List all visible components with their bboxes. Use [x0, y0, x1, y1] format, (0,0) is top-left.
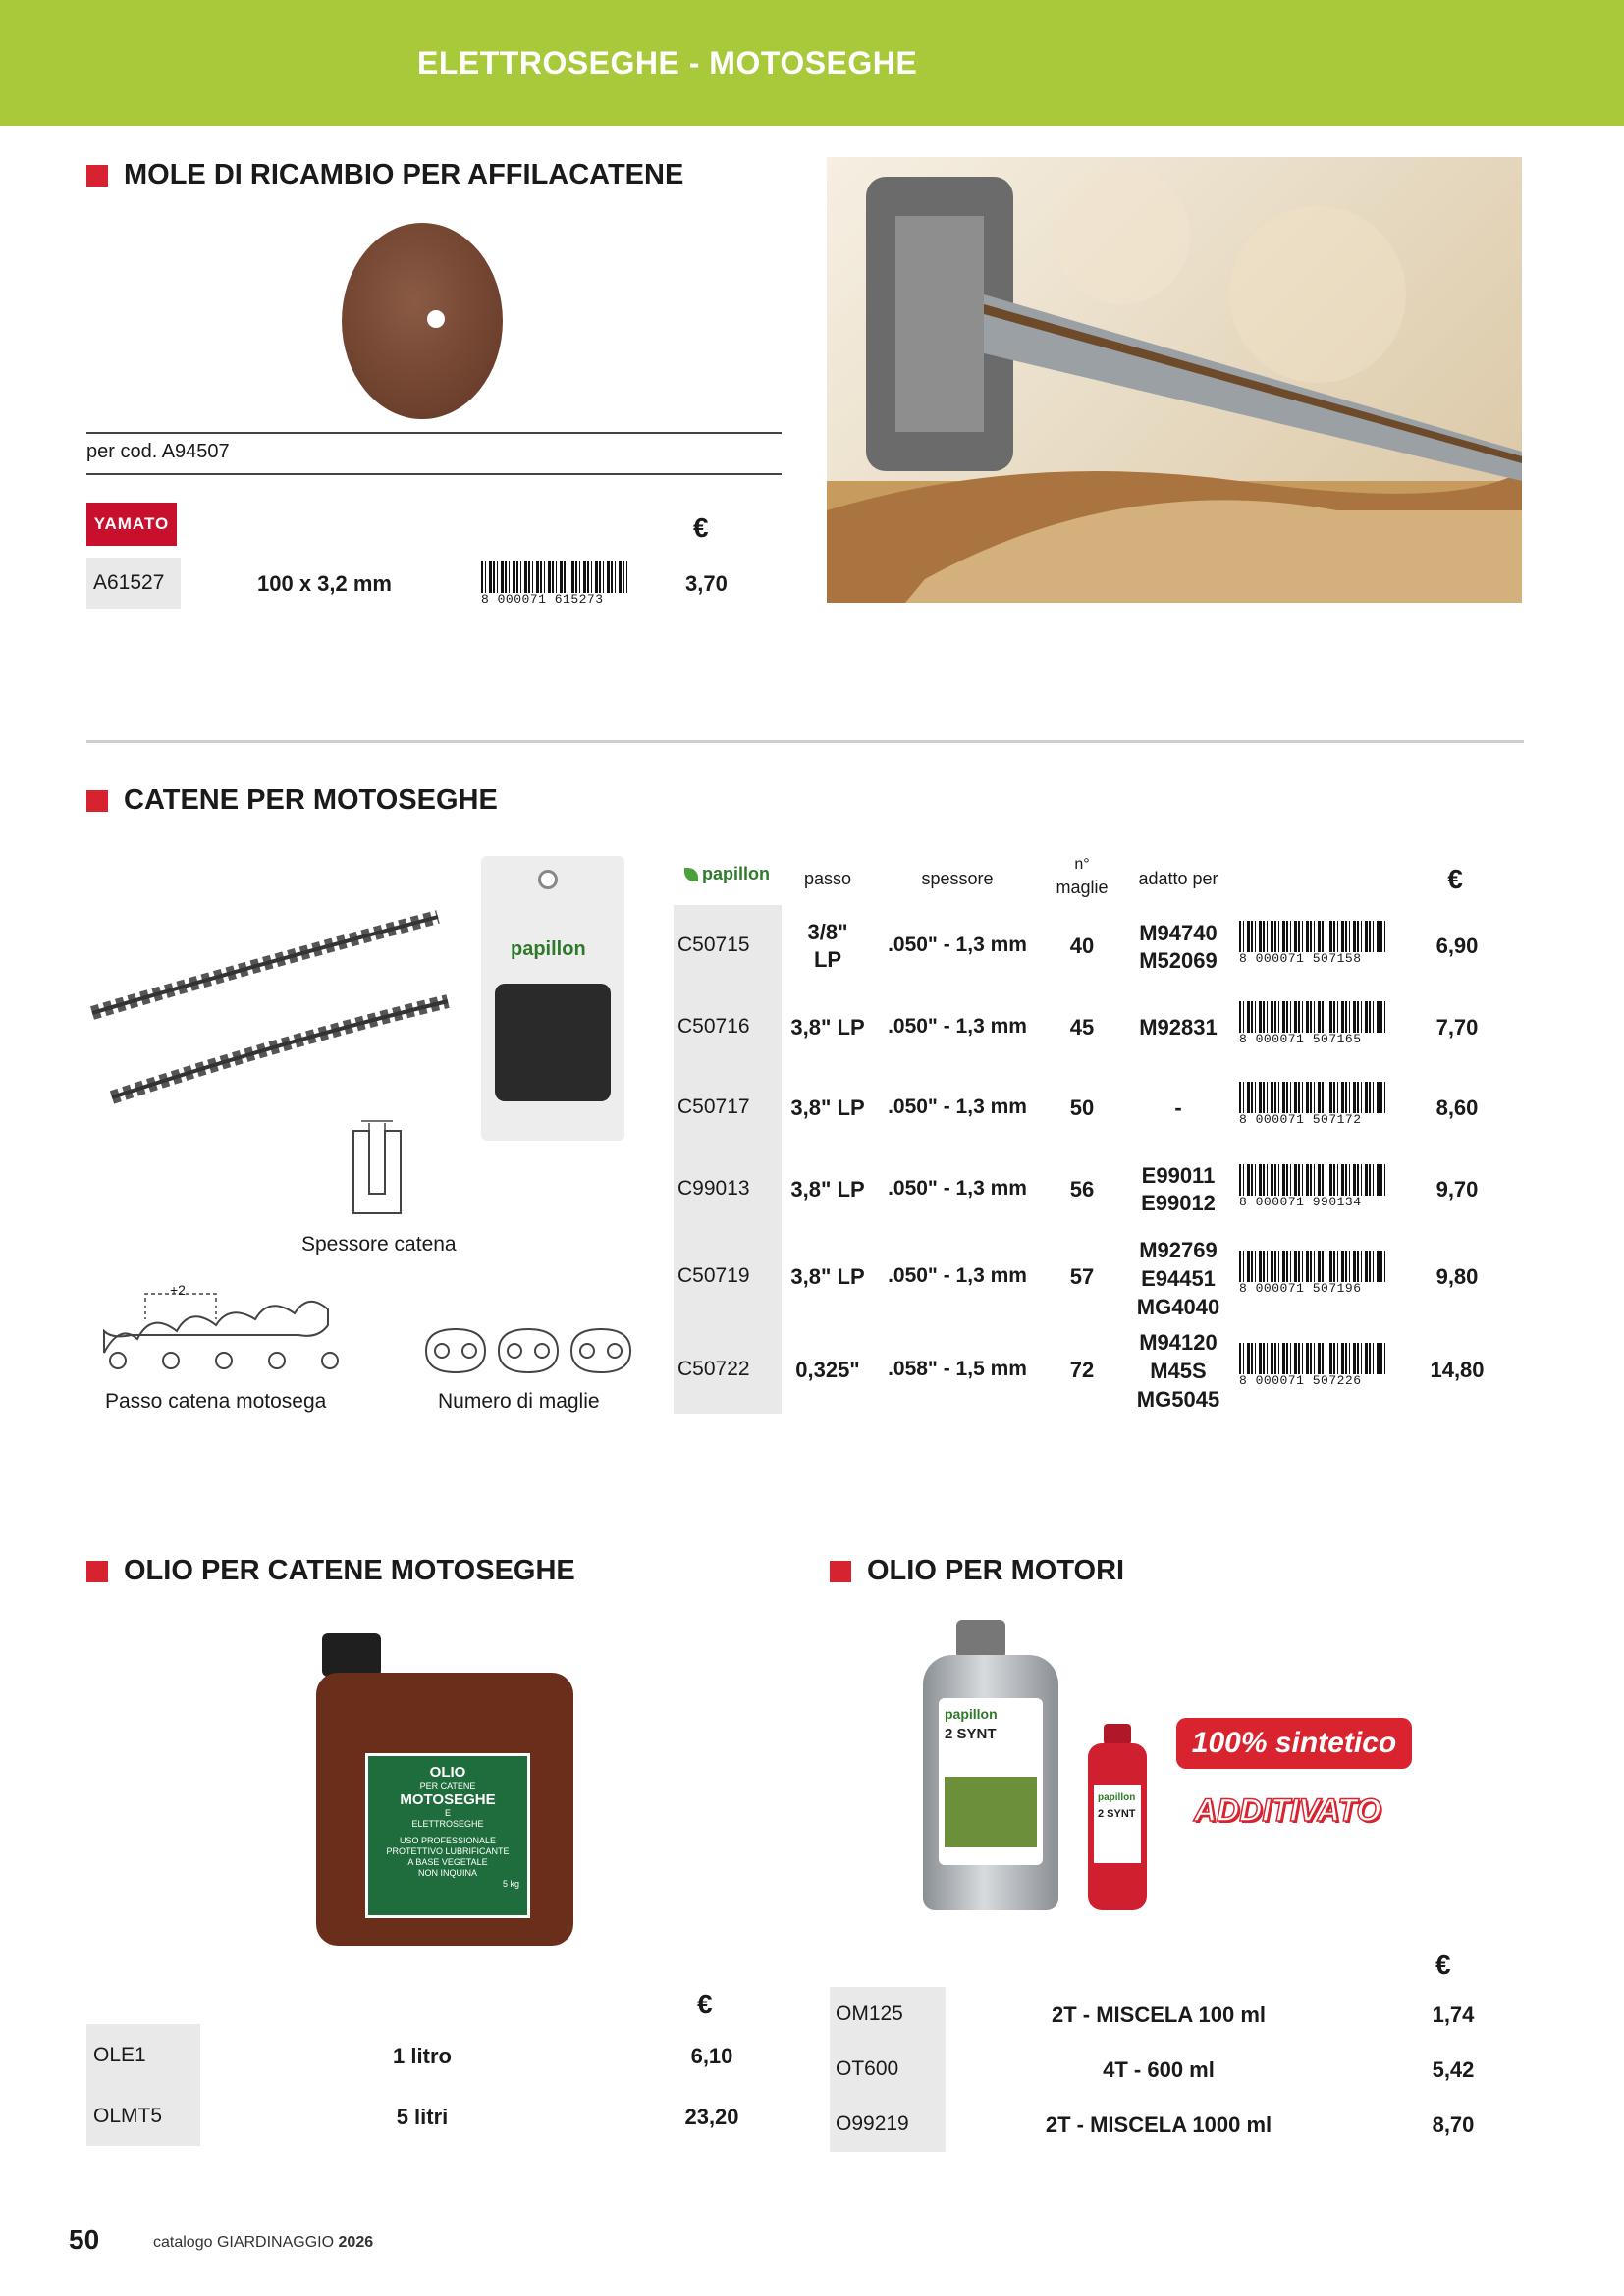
- section-title-catene: CATENE PER MOTOSEGHE: [86, 784, 498, 817]
- yamato-logo: YAMATO: [86, 503, 177, 546]
- header-passo: passo: [803, 869, 852, 888]
- header-maglie: maglie: [1056, 878, 1109, 897]
- row-code: OT600: [836, 2057, 899, 2080]
- row-adatto: M94740 M52069: [1139, 921, 1218, 973]
- row-code: C50717: [677, 1095, 750, 1118]
- row-code: C99013: [677, 1177, 750, 1200]
- thickness-label: Spessore catena: [301, 1233, 457, 1255]
- header-maglie-top: n°: [1074, 856, 1090, 873]
- divider: [86, 473, 782, 475]
- row-price: 1,74: [1432, 2002, 1475, 2027]
- grinding-wheel-image: [338, 218, 507, 420]
- header-spessore: spessore: [921, 869, 994, 888]
- row-passo: 3,8" LP: [790, 1177, 865, 1201]
- page-header: [0, 0, 1624, 126]
- oil-canister-image: OLIO PER CATENE MOTOSEGHE E ELETTROSEGHE USO PROFESSIONALE PROTETTIVO LUBRIFICANTE A BASE VEGETALE NON INQUINA 5 kg: [316, 1633, 573, 1946]
- row-passo: 3,8" LP: [790, 1264, 865, 1289]
- oil-bottle-small-image: papillon 2 SYNT: [1088, 1724, 1147, 1910]
- row-desc: 5 litri: [396, 2105, 449, 2129]
- chain-pitch-diagram: [98, 1280, 353, 1388]
- section-title-olio-motori: OLIO PER MOTORI: [830, 1555, 1124, 1587]
- row-maglie: 72: [1069, 1358, 1095, 1382]
- chainsaw-photo: [827, 157, 1522, 603]
- row-passo: 3,8" LP: [790, 1015, 865, 1040]
- row-price: 9,70: [1435, 1177, 1479, 1201]
- barcode: 8 000071 507226: [1239, 1343, 1386, 1388]
- links-label: Numero di maglie: [438, 1390, 600, 1413]
- page-number: 50: [69, 2224, 100, 2255]
- row-desc: 2T - MISCELA 1000 ml: [1045, 2112, 1272, 2137]
- row-code: O99219: [836, 2112, 909, 2135]
- pitch-label: Passo catena motosega: [105, 1390, 327, 1413]
- row-code: C50716: [677, 1015, 750, 1038]
- red-square-icon: [830, 1561, 851, 1582]
- row-spessore: .050" - 1,3 mm: [888, 1015, 1027, 1038]
- red-square-icon: [86, 1561, 108, 1582]
- row-spessore: .050" - 1,3 mm: [888, 1095, 1027, 1118]
- plus2-label: +2: [170, 1282, 186, 1298]
- page-title: ELETTROSEGHE - MOTOSEGHE: [417, 45, 918, 80]
- chain-packet-image: [481, 856, 624, 1141]
- currency-symbol: €: [697, 1989, 713, 2019]
- chain-thickness-diagram: [350, 1119, 405, 1217]
- row-adatto: E99011 E99012: [1141, 1163, 1216, 1215]
- row-adatto: M92831: [1139, 1015, 1218, 1040]
- row-code: C50722: [677, 1358, 750, 1380]
- barcode-number: 8 000071 615273: [481, 592, 604, 607]
- row-spessore: .058" - 1,5 mm: [888, 1358, 1027, 1380]
- row-desc: 4T - 600 ml: [1103, 2057, 1215, 2082]
- oil-bottle-large-image: papillon 2 SYNT: [923, 1620, 1058, 1910]
- row-spessore: .050" - 1,3 mm: [888, 934, 1027, 956]
- section-divider: [86, 740, 1524, 743]
- synthetic-badge: 100% sintetico: [1176, 1718, 1412, 1769]
- row-price: 8,70: [1432, 2112, 1475, 2137]
- row-price: 5,42: [1432, 2057, 1475, 2082]
- packet-brand: papillon: [511, 938, 586, 960]
- saw-chain-image: [88, 903, 452, 1109]
- section-title-mole: MOLE DI RICAMBIO PER AFFILACATENE: [86, 159, 683, 191]
- row-maglie: 45: [1069, 1015, 1095, 1040]
- row-adatto: M94120 M45S MG5045: [1136, 1330, 1220, 1412]
- red-square-icon: [86, 790, 108, 812]
- papillon-logo: papillon: [684, 864, 770, 884]
- row-spessore: .050" - 1,3 mm: [888, 1264, 1027, 1287]
- product-size: 100 x 3,2 mm: [257, 571, 392, 596]
- code-column-bg: [674, 905, 782, 1414]
- row-code: OM125: [836, 2002, 903, 2025]
- header-adatto: adatto per: [1138, 869, 1218, 888]
- row-maglie: 40: [1069, 934, 1095, 958]
- barcode: 8 000071 507196: [1239, 1251, 1386, 1296]
- barcode: 8 000071 507165: [1239, 1001, 1386, 1046]
- row-desc: 1 litro: [393, 2044, 452, 2068]
- additivato-badge: ADDITIVATO: [1194, 1792, 1381, 1828]
- row-price: 14,80: [1430, 1358, 1485, 1382]
- header-currency: €: [1447, 864, 1463, 894]
- product-code: A61527: [93, 571, 165, 594]
- barcode: 8 000071 507158: [1239, 921, 1386, 966]
- row-price: 7,70: [1435, 1015, 1479, 1040]
- section-title-olio-catene: OLIO PER CATENE MOTOSEGHE: [86, 1555, 575, 1587]
- row-passo: 0,325": [795, 1358, 860, 1382]
- barcode: 8 000071 507172: [1239, 1082, 1386, 1127]
- barcode: [481, 561, 628, 607]
- divider: [86, 432, 782, 434]
- row-code: OLE1: [93, 2044, 146, 2066]
- row-spessore: .050" - 1,3 mm: [888, 1177, 1027, 1200]
- row-passo: 3,8" LP: [790, 1095, 865, 1120]
- row-desc: 2T - MISCELA 100 ml: [1051, 2002, 1266, 2027]
- row-price: 23,20: [684, 2105, 739, 2129]
- compat-note: per cod. A94507: [86, 441, 230, 462]
- row-code: C50719: [677, 1264, 750, 1287]
- row-price: 6,90: [1435, 934, 1479, 958]
- row-code: OLMT5: [93, 2105, 163, 2127]
- row-passo: 3/8" LP: [807, 920, 848, 972]
- row-maglie: 56: [1069, 1177, 1095, 1201]
- row-price: 8,60: [1435, 1095, 1479, 1120]
- row-price: 6,10: [690, 2044, 733, 2068]
- currency-symbol: €: [1435, 1949, 1451, 1980]
- currency-symbol: €: [693, 512, 709, 543]
- footer-catalog: catalogo GIARDINAGGIO 2026: [153, 2234, 374, 2251]
- barcode: 8 000071 990134: [1239, 1164, 1386, 1209]
- product-price: 3,70: [685, 571, 728, 596]
- barcode-bars: [481, 561, 628, 593]
- row-code: C50715: [677, 934, 750, 956]
- row-adatto: M92769 E94451 MG4040: [1136, 1238, 1220, 1319]
- row-adatto: -: [1174, 1095, 1182, 1120]
- row-maglie: 50: [1069, 1095, 1095, 1120]
- row-price: 9,80: [1435, 1264, 1479, 1289]
- red-square-icon: [86, 165, 108, 187]
- chain-links-diagram: [420, 1319, 636, 1382]
- row-maglie: 57: [1069, 1264, 1095, 1289]
